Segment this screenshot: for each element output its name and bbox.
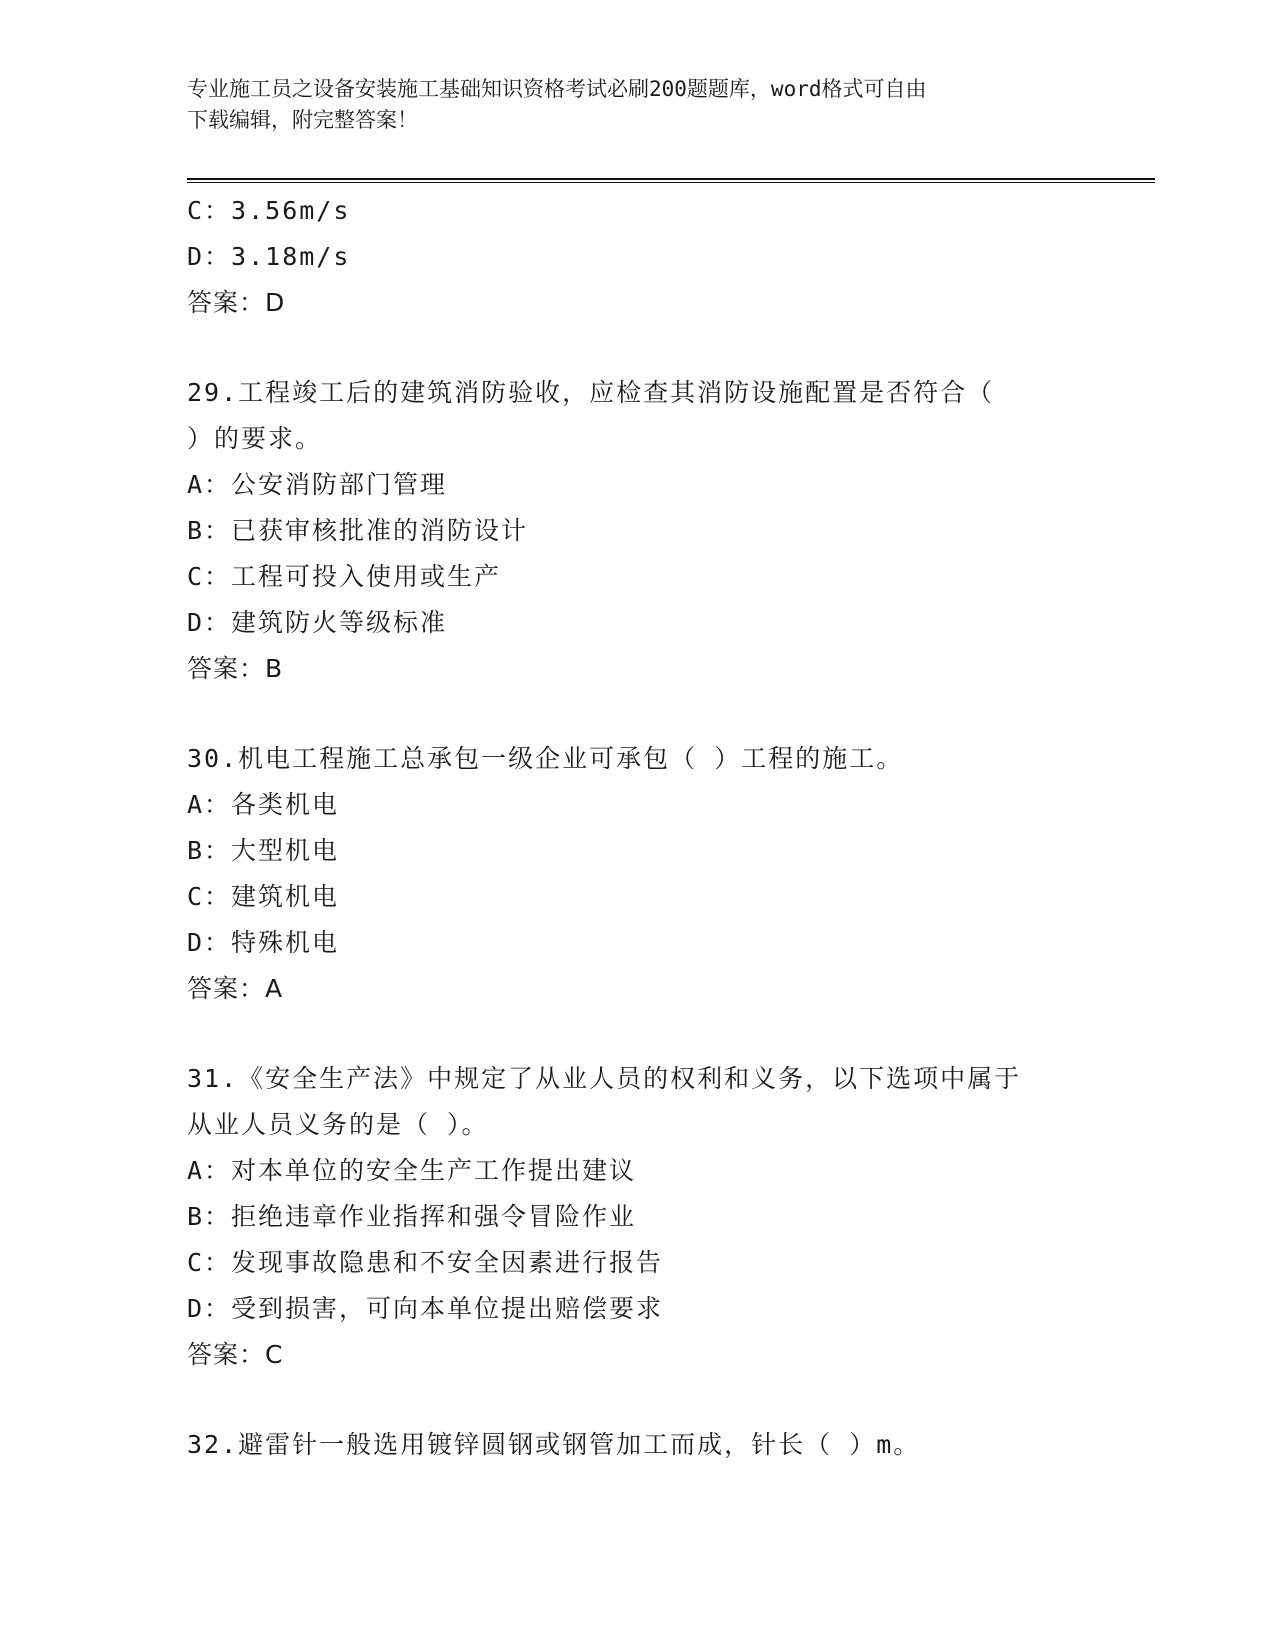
question-30 xyxy=(187,736,1087,1012)
option-d: D：受到损害，可向本单位提出赔偿要求 xyxy=(187,1294,664,1323)
option-d: D：特殊机电 xyxy=(187,928,340,957)
page-header xyxy=(187,74,1067,136)
answer-line: 答案：C xyxy=(187,1340,284,1369)
question-stem-line: ）的要求。 xyxy=(187,424,323,453)
carryover-block xyxy=(187,188,1087,326)
header-title-line-2: 下载编辑，附完整答案！ xyxy=(187,108,418,132)
option-c: C：3.56m/s xyxy=(187,196,351,225)
option-a: A：各类机电 xyxy=(187,790,340,819)
option-b: B：已获审核批准的消防设计 xyxy=(187,516,529,545)
option-c: C：工程可投入使用或生产 xyxy=(187,562,502,591)
question-content xyxy=(187,188,1087,1468)
header-title-line-1: 专业施工员之设备安装施工基础知识资格考试必刷200题题库，word格式可自由 xyxy=(187,77,927,101)
spacer xyxy=(187,1012,1087,1056)
option-a: A：对本单位的安全生产工作提出建议 xyxy=(187,1156,637,1185)
question-stem-line: 31.《安全生产法》中规定了从业人员的权利和义务，以下选项中属于 xyxy=(187,1064,1022,1093)
question-stem-line: 30.机电工程施工总承包一级企业可承包（ ）工程的施工。 xyxy=(187,744,904,773)
option-c: C：发现事故隐患和不安全因素进行报告 xyxy=(187,1248,664,1277)
spacer xyxy=(187,326,1087,370)
answer-line: 答案：A xyxy=(187,974,284,1003)
option-a: A：公安消防部门管理 xyxy=(187,470,448,499)
question-29 xyxy=(187,370,1087,692)
spacer xyxy=(187,1378,1087,1422)
option-d: D：建筑防火等级标准 xyxy=(187,608,448,637)
question-stem-line: 29.工程竣工后的建筑消防验收，应检查其消防设施配置是否符合（ xyxy=(187,378,995,407)
spacer xyxy=(187,692,1087,736)
question-stem-line: 32.避雷针一般选用镀锌圆钢或钢管加工而成，针长（ ）m。 xyxy=(187,1430,921,1459)
answer-line: 答案：B xyxy=(187,654,284,683)
header-divider xyxy=(187,178,1155,183)
option-d: D：3.18m/s xyxy=(187,242,351,271)
question-32 xyxy=(187,1422,1087,1468)
option-b: B：大型机电 xyxy=(187,836,340,865)
option-c: C：建筑机电 xyxy=(187,882,340,911)
option-b: B：拒绝违章作业指挥和强令冒险作业 xyxy=(187,1202,637,1231)
answer-line: 答案：D xyxy=(187,288,286,317)
question-31 xyxy=(187,1056,1087,1378)
question-stem-line: 从业人员义务的是（ ）。 xyxy=(187,1110,489,1139)
